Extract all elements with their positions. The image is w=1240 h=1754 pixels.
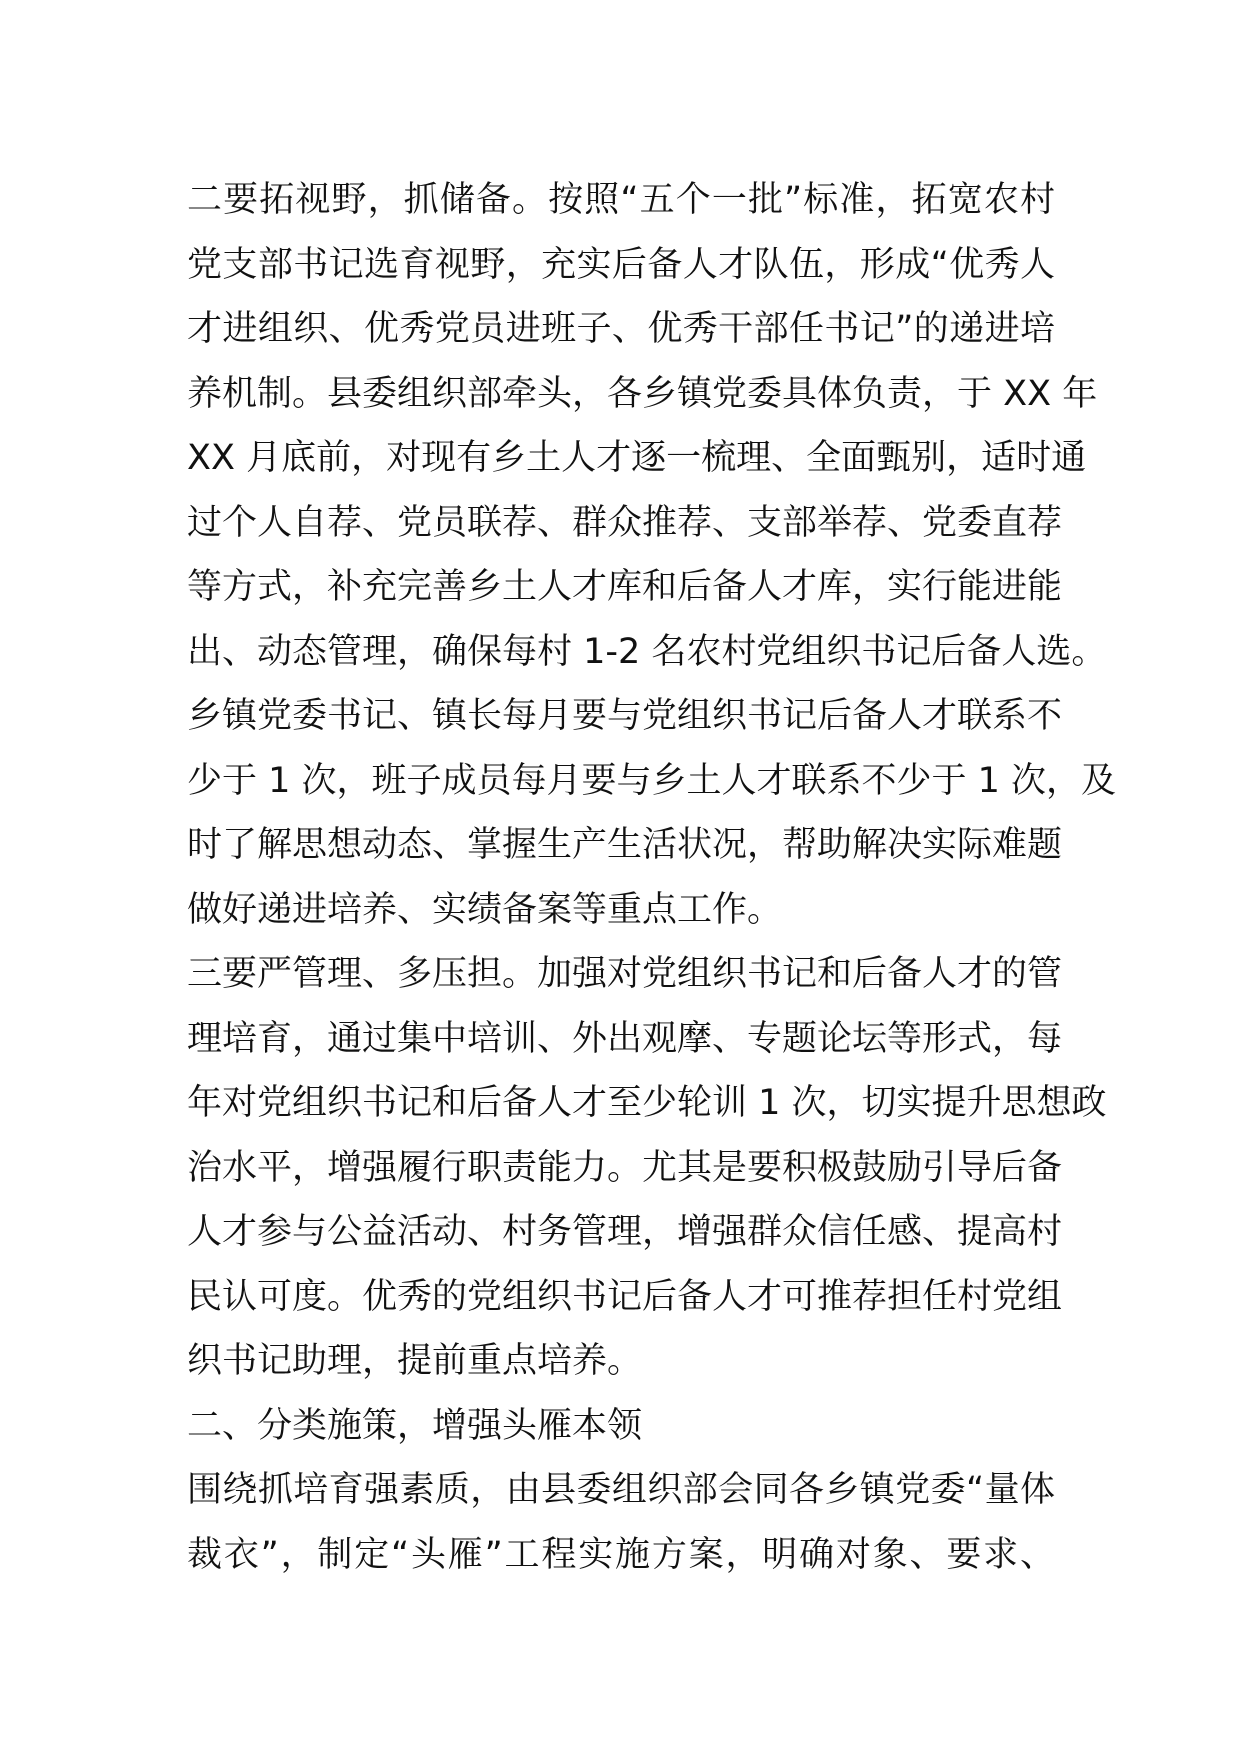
- text-line: 等方式，补充完善乡土人才库和后备人才库，实行能进能: [187, 567, 1063, 607]
- text-line: 乡镇党委书记、镇长每月要与党组织书记后备人才联系不: [187, 696, 1063, 736]
- text-line: 围绕抓培育强素质，由县委组织部会同各乡镇党委“量体: [187, 1470, 1055, 1510]
- text-line: 三要严管理、多压担。加强对党组织书记和后备人才的管: [187, 954, 1063, 994]
- text-line: 出、动态管理，确保每村 1-2 名农村党组织书记后备人选。: [187, 631, 1107, 672]
- text-line: 做好递进培养、实绩备案等重点工作。: [187, 889, 783, 930]
- document-body: [187, 168, 1117, 1587]
- text-line: 理培育，通过集中培训、外出观摩、专题论坛等形式，每: [187, 1018, 1063, 1059]
- text-line: 裁衣”，制定“头雁”工程实施方案，明确对象、要求、: [187, 1534, 1055, 1575]
- text-line: 织书记助理，提前重点培养。: [187, 1341, 643, 1381]
- text-line: 时了解思想动态、掌握生产生活状况，帮助解决实际难题: [187, 825, 1063, 865]
- text-line: 年对党组织书记和后备人才至少轮训 1 次，切实提升思想政: [187, 1083, 1107, 1123]
- text-line: 养机制。县委组织部牵头，各乡镇党委具体负责，于 XX 年: [187, 373, 1098, 414]
- section-heading: 二、分类施策，增强头雁本领: [187, 1405, 643, 1446]
- text-line: 二要拓视野，抓储备。按照“五个一批”标准，拓宽农村: [187, 180, 1055, 220]
- text-line: 过个人自荐、党员联荐、群众推荐、支部举荐、党委直荐: [187, 502, 1063, 543]
- text-line: 党支部书记选育视野，充实后备人才队伍，形成“优秀人: [187, 244, 1055, 285]
- text-line: 才进组织、优秀党员进班子、优秀干部任书记”的递进培: [187, 309, 1055, 349]
- text-line: 少于 1 次，班子成员每月要与乡土人才联系不少于 1 次，及: [187, 760, 1117, 801]
- text-line: XX 月底前，对现有乡土人才逐一梳理、全面甄别，适时通: [187, 438, 1087, 478]
- text-line: 治水平，增强履行职责能力。尤其是要积极鼓励引导后备: [187, 1147, 1063, 1188]
- text-line: 民认可度。优秀的党组织书记后备人才可推荐担任村党组: [187, 1276, 1063, 1317]
- text-line: 人才参与公益活动、村务管理，增强群众信任感、提高村: [187, 1212, 1063, 1252]
